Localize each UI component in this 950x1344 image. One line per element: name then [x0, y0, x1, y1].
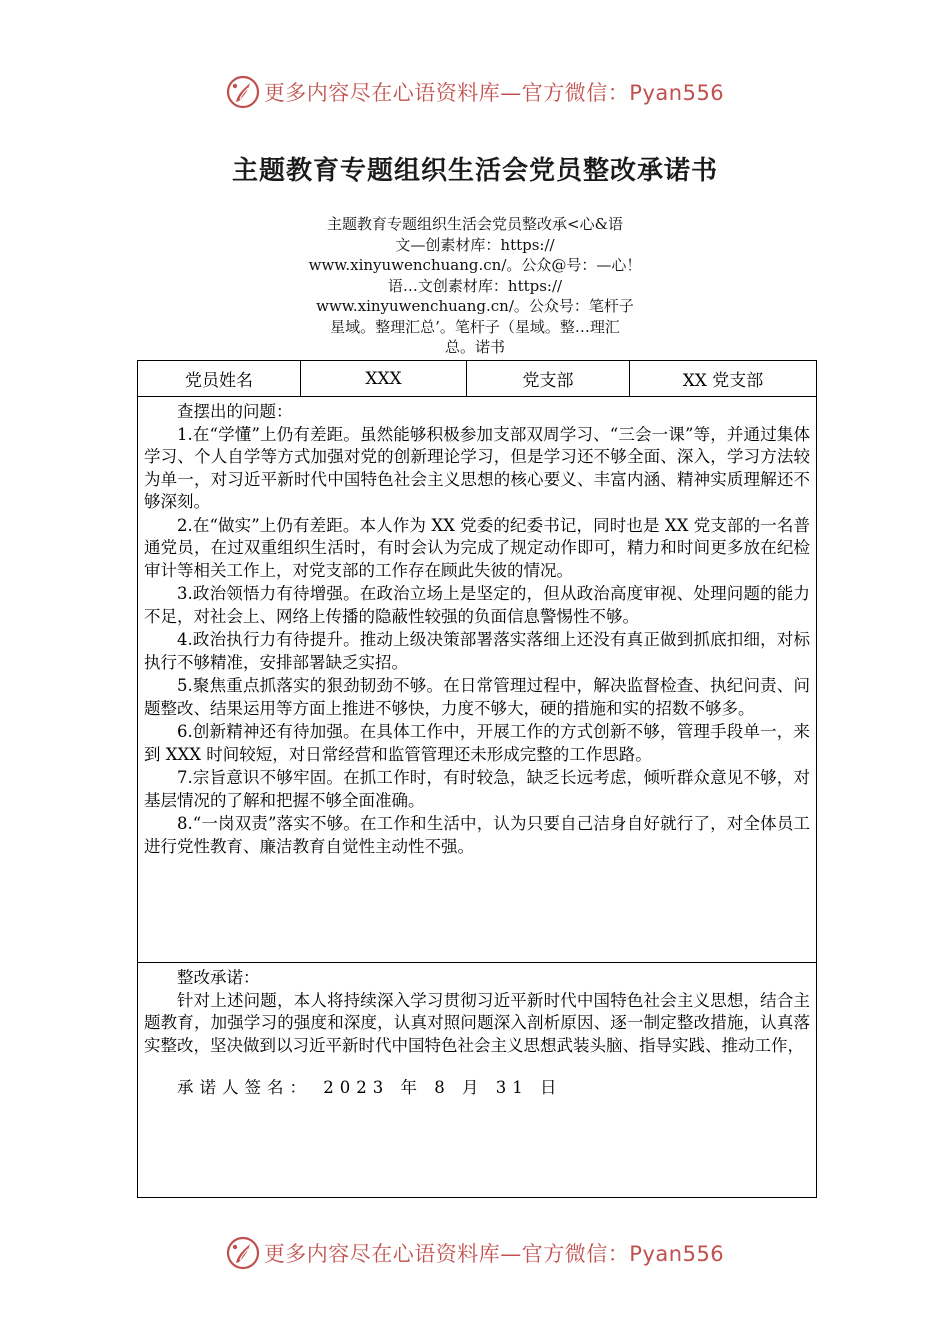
subtitle-line: www.xinyuwenchuang.cn/。公众@号：—心！: [308, 256, 642, 274]
problem-item: 3.政治领悟力有待增强。在政治立场上是坚定的，但从政治高度审视、处理问题的能力不足，对社会上、网络上传播的隐蔽性较强的负面信息警惕性不够。: [144, 584, 810, 626]
subtitle-line: www.xinyuwenchuang.cn/。公众号：笔杆子: [316, 297, 634, 315]
problem-item: 5.聚焦重点抓落实的狠劲韧劲不够。在日常管理过程中，解决监督检查、执纪问责、问题整改、结果运用等方面上推进不够快，力度不够大，硬的措施和实的招数不够多。: [144, 676, 810, 718]
bottom-banner: [0, 1233, 950, 1273]
member-name-label: 党员姓名: [138, 361, 301, 396]
member-info-row: [138, 361, 816, 397]
flame-brush-logo: [226, 1236, 260, 1270]
commitment-label: 整改承诺：: [177, 968, 260, 987]
problem-item: 4.政治执行力有待提升。推动上级决策部署落实落细上还没有真正做到抓底扣细，对标执行不够精准，安排部署缺乏实招。: [144, 630, 810, 672]
problem-item: 1.在“学懂”上仍有差距。虽然能够积极参加支部双周学习、“三会一课”等，并通过集体学习、个人自学等方式加强对党的创新理论学习，但是学习还不够全面、深入，学习方法较为单一，对习近平新时代中国特色社会主义思想的核心要义、丰富内涵、精神实质理解还不够深刻。: [144, 424, 810, 511]
subtitle-line: 文—创素材库：https://: [395, 235, 555, 254]
problems-label: 查摆出的问题：: [177, 402, 293, 421]
subtitle-line: 语…文创素材库：https://: [387, 276, 563, 295]
problem-item: 8.“一岗双责”落实不够。在工作和生活中，认为只要自己洁身自好就行了，对全体员工进行党性教育、廉洁教育自觉性主动性不强。: [144, 814, 810, 856]
top-banner: [0, 72, 950, 112]
banner-text: 更多内容尽在心语资料库—官方微信：Pyan556: [263, 1242, 725, 1266]
party-branch-label: 党支部: [467, 361, 630, 396]
flame-brush-logo: [226, 75, 260, 109]
problem-item: 6.创新精神还有待加强。在具体工作中，开展工作的方式创新不够，管理手段单一，来到 XXX 时间较短，对日常经营和监管管理还未形成完整的工作思路。: [144, 722, 810, 764]
document-subtitle: [290, 214, 660, 358]
banner-text: 更多内容尽在心语资料库—官方微信：Pyan556: [263, 81, 725, 105]
commitment-section: [138, 963, 816, 1195]
subtitle-line: 总。诺书: [444, 338, 505, 356]
commitment-form-table: [137, 360, 817, 1198]
problem-item: 2.在“做实”上仍有差距。本人作为 XX 党委的纪委书记，同时也是 XX 党支部的一名普通党员，在过双重组织生活时，有时会认为完成了规定动作即可，精力和时间更多放在纪检审计等相关工作上，对党支部的工作存在顾此失彼的情况。: [144, 515, 810, 580]
document-title: 主题教育专题组织生活会党员整改承诺书: [231, 156, 718, 186]
party-branch-value: XX 党支部: [682, 371, 764, 391]
problems-section: [138, 397, 816, 963]
signature-line: 承诺人签名： 2023 年 8 月 31 日: [177, 1078, 563, 1097]
commitment-text: 针对上述问题，本人将持续深入学习贯彻习近平新时代中国特色社会主义思想，结合主题教育，加强学习的强度和深度，认真对照问题深入剖析原因、逐一制定整改措施，认真落实整改，坚决做到以习近平新时代中国特色社会主义思想武装头脑、指导实践、推动工作，: [144, 990, 810, 1055]
subtitle-line: 主题教育专题组织生活会党员整改承<心&语: [327, 215, 623, 233]
problem-item: 7.宗旨意识不够牢固。在抓工作时，有时较急，缺乏长远考虑，倾听群众意见不够，对基层情况的了解和把握不够全面准确。: [144, 768, 810, 810]
member-name-value: XXX: [301, 361, 467, 396]
subtitle-line: 星域。整理汇总’。笔杆子（星域。整…理汇: [330, 317, 620, 336]
